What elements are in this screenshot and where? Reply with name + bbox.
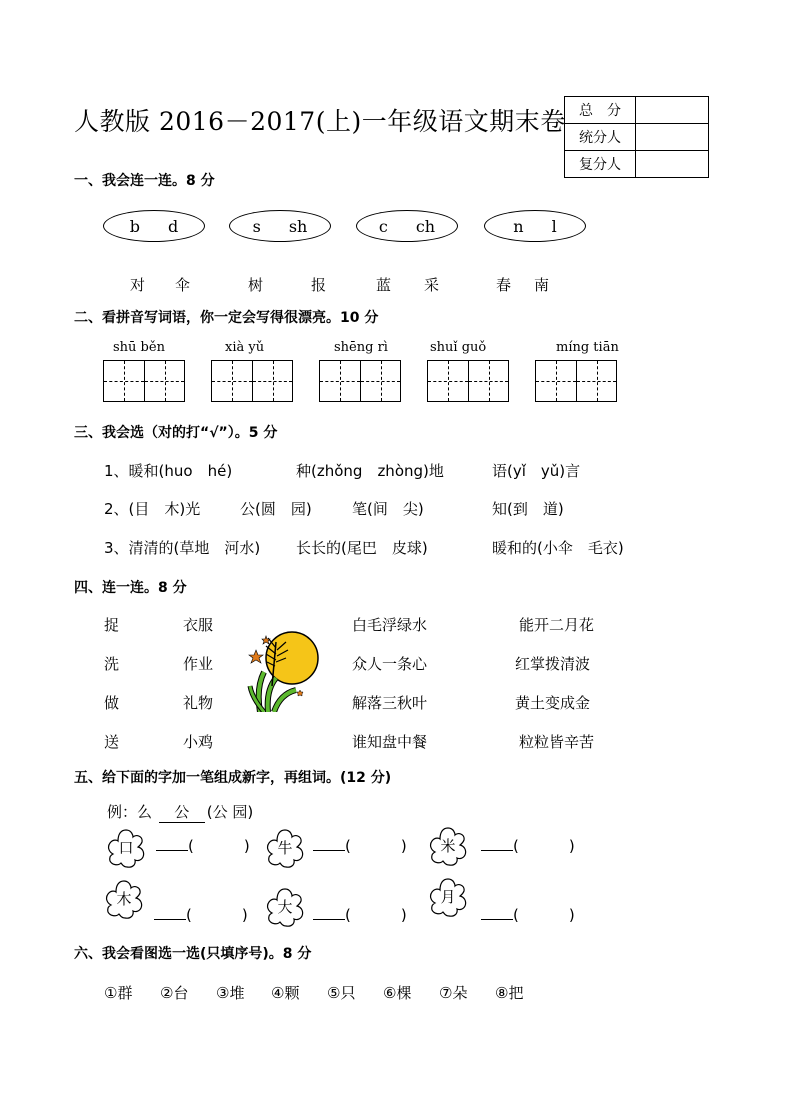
initial: b: [129, 216, 140, 236]
paren-close: ): [400, 906, 407, 924]
pinyin-label: shēng rì: [334, 340, 388, 355]
match-char: 对: [130, 276, 146, 294]
noun-item[interactable]: 衣服: [183, 616, 214, 634]
measure-word-option: ⑦朵: [439, 984, 468, 1002]
verb-item[interactable]: 捉: [104, 616, 120, 634]
initial: s: [252, 216, 261, 236]
pinyin-label: xià yǔ: [225, 340, 265, 355]
choice-item[interactable]: 1、暖和(huo hé): [104, 462, 233, 480]
noun-item[interactable]: 作业: [183, 655, 214, 673]
choice-item[interactable]: 暖和的(小伞 毛衣): [492, 539, 624, 557]
poem-line-left[interactable]: 解落三秋叶: [352, 694, 428, 712]
poem-line-right[interactable]: 能开二月花: [519, 616, 595, 634]
base-char: 木: [116, 890, 132, 908]
measure-word-option: ③堆: [216, 984, 245, 1002]
match-char: 采: [424, 276, 440, 294]
writing-grid[interactable]: [427, 360, 509, 402]
paren-close: ): [400, 837, 407, 855]
writing-grid[interactable]: [535, 360, 617, 402]
flower-char-box: [106, 828, 146, 868]
section-6-heading: 六、我会看图选一选(只填序号)。8 分: [74, 946, 312, 962]
score-total-field[interactable]: [636, 97, 709, 124]
page-title: 人教版 2016－2017(上)一年级语文期末卷: [74, 107, 566, 136]
section-4-heading: 四、连一连。8 分: [74, 580, 187, 596]
initials-oval-1: [103, 210, 205, 242]
choice-item[interactable]: 长长的(尾巴 皮球): [296, 539, 428, 557]
paren-open: (: [345, 906, 351, 924]
example-word: (公 园): [206, 803, 254, 821]
paren-close: ): [568, 906, 575, 924]
verb-item[interactable]: 做: [104, 694, 120, 712]
initial: n: [513, 216, 524, 236]
paren-close: ): [568, 837, 575, 855]
moon-grass-illustration: [246, 628, 326, 712]
measure-word-option: ①群: [104, 984, 133, 1002]
initials-oval-4: [484, 210, 586, 242]
initials-oval-2: [229, 210, 331, 242]
measure-word-option: ④颗: [271, 984, 300, 1002]
paren-open: (: [513, 837, 519, 855]
example-prefix: 例：么: [107, 803, 153, 821]
poem-line-right[interactable]: 粒粒皆辛苦: [519, 733, 595, 751]
initial: l: [551, 216, 557, 236]
initial: ch: [415, 216, 436, 236]
flower-char-box: [104, 879, 144, 919]
poem-line-right[interactable]: 黄土变成金: [515, 694, 591, 712]
answer-line[interactable]: [313, 905, 407, 924]
section-1-heading: 一、我会连一连。8 分: [74, 173, 215, 189]
initials-oval-3: [356, 210, 458, 242]
match-char: 春: [496, 276, 512, 294]
measure-word-option: ⑥棵: [383, 984, 412, 1002]
writing-grid[interactable]: [103, 360, 185, 402]
example-answer: 公: [159, 801, 205, 823]
poem-line-left[interactable]: 众人一条心: [352, 655, 428, 673]
choice-item[interactable]: 种(zhǒng zhòng)地: [296, 462, 444, 480]
initial: c: [378, 216, 388, 236]
choice-item[interactable]: 公(圆 园): [240, 500, 312, 518]
base-char: 牛: [277, 839, 293, 857]
choice-item[interactable]: 2、(目 木)光: [104, 500, 201, 518]
score-total-label: 总 分: [565, 97, 636, 124]
paren-open: (: [513, 906, 519, 924]
poem-line-left[interactable]: 谁知盘中餐: [352, 733, 428, 751]
flower-char-box: [428, 877, 468, 917]
choice-item[interactable]: 语(yǐ yǔ)言: [492, 462, 581, 480]
paren-open: (: [188, 837, 194, 855]
paren-close: ): [241, 906, 248, 924]
poem-line-right[interactable]: 红掌拨清波: [515, 655, 591, 673]
match-char: 南: [534, 276, 550, 294]
choice-item[interactable]: 3、清清的(草地 河水): [104, 539, 261, 557]
match-char: 伞: [175, 276, 191, 294]
match-char: 报: [311, 276, 327, 294]
answer-line[interactable]: [481, 836, 575, 855]
match-char: 蓝: [376, 276, 392, 294]
section-2-heading: 二、看拼音写词语，你一定会写得很漂亮。10 分: [74, 310, 379, 326]
noun-item[interactable]: 小鸡: [183, 733, 214, 751]
answer-line[interactable]: [154, 905, 248, 924]
base-char: 米: [440, 837, 456, 855]
example-line: [107, 801, 253, 823]
pinyin-label: shū běn: [113, 340, 165, 355]
flower-char-box: [428, 826, 468, 866]
initial: d: [168, 216, 179, 236]
writing-grid[interactable]: [319, 360, 401, 402]
paren-close: ): [243, 837, 250, 855]
verb-item[interactable]: 洗: [104, 655, 120, 673]
flower-char-box: [265, 887, 305, 927]
poem-line-left[interactable]: 白毛浮绿水: [352, 616, 428, 634]
verb-item[interactable]: 送: [104, 733, 120, 751]
match-char: 树: [248, 276, 264, 294]
measure-word-option: ②台: [160, 984, 189, 1002]
score-tallier-label: 统分人: [565, 124, 636, 151]
answer-line[interactable]: [156, 836, 250, 855]
noun-item[interactable]: 礼物: [183, 694, 214, 712]
score-reviewer-field[interactable]: [636, 151, 709, 178]
base-char: 月: [440, 888, 456, 906]
pinyin-label: míng tiān: [556, 340, 619, 355]
answer-line[interactable]: [481, 905, 575, 924]
flower-char-box: [265, 828, 305, 868]
base-char: 口: [118, 839, 134, 857]
score-reviewer-label: 复分人: [565, 151, 636, 178]
score-table: [564, 96, 709, 178]
paren-open: (: [186, 906, 192, 924]
measure-word-option: ⑤只: [327, 984, 356, 1002]
section-5-heading: 五、给下面的字加一笔组成新字，再组词。(12 分): [74, 770, 392, 786]
pinyin-label: shuǐ guǒ: [430, 340, 487, 355]
choice-item[interactable]: 笔(间 尖): [352, 500, 424, 518]
score-tallier-field[interactable]: [636, 124, 709, 151]
base-char: 大: [277, 898, 293, 916]
paren-open: (: [345, 837, 351, 855]
choice-item[interactable]: 知(到 道): [492, 500, 564, 518]
writing-grid[interactable]: [211, 360, 293, 402]
section-3-heading: 三、我会选（对的打“√”）。5 分: [74, 425, 278, 441]
initial: sh: [288, 216, 308, 236]
answer-line[interactable]: [313, 836, 407, 855]
measure-word-option: ⑧把: [495, 984, 524, 1002]
